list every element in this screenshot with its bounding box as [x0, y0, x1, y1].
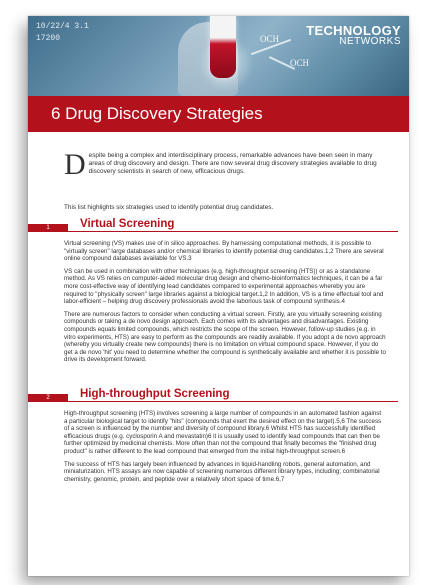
hero-overlay-text: 17200	[36, 34, 61, 43]
section-paragraph: Virtual screening (VS) makes use of in silico approaches. By harnessing computational methods, it is possible to "virtually screen" large databases and/or chemical libraries to identify potential drug candidates.1,2 There are several online compound databases available for VS.3	[64, 240, 384, 263]
section-paragraph: The success of HTS has largely been influenced by advances in liquid-handling robots, general automation, and miniaturization. HTS assays are now capable of screening numerous different library types, including; combinatorial chemistry, genomic, protein, and peptide over a relatively short space of time.6,7	[64, 460, 380, 483]
test-tube-icon	[210, 16, 236, 78]
intro-paragraph	[64, 148, 382, 182]
brand-subname: NETWORKS	[339, 36, 401, 47]
intro-text: espite being a complex and interdisciplinary process, remarkable advances have been seen in many areas of drug discovery and design. There are now several drug discovery strategies available to drug discovery scientists in search of new, efficacious drugs.	[88, 152, 377, 175]
section-paragraph: There are numerous factors to consider when conducting a virtual screen. Firstly, are you virtually screening existing compounds or taking a de novo design approach. Each comes with its advantages and disadvantages. Existing compounds equals limited compounds, which restricts the scope of the screen. However, follow-up studies (e.g. in vitro experiments, HTS) are easy to perform as the compounds are readily available. If you adopt a de novo approach (whereby you virtually create new compounds) there is no limitation on virtual compound space. However, if you do get a de novo 'hit' you need to determine whether the compound is synthetically available and whether it is possible to drive its development forward.	[64, 310, 386, 364]
chemical-label: OCH	[260, 34, 280, 44]
chemical-label: OCH	[290, 58, 310, 68]
section-title: High-throughput Screening	[80, 388, 230, 400]
brand-name: TECHNOLOGY	[306, 23, 401, 38]
section-divider	[68, 231, 398, 232]
section-divider	[68, 401, 398, 402]
lead-text: This list highlights six strategies used to identify potential drug candidates.	[64, 204, 274, 211]
section-number: 1	[28, 224, 68, 232]
section-body	[64, 240, 386, 369]
section-number: 2	[28, 394, 68, 402]
title-bar	[28, 96, 409, 132]
section-paragraph: VS can be used in combination with other techniques (e.g. high-throughput screening (HTS)) or as a standalone method. As VS relies on computer-aided molecular drug design and chemo-bioinformatics techniques, it can be a far more cost-effective way of identifying lead candidates compared to experimental approaches whereby you are required to "physically screen" large libraries against a biological target.1,2 In addition, VS is a time effectual tool and labor-efficient – helping drug discovery professionals avoid the laborious task of compound synthesis.4	[64, 267, 384, 306]
section-paragraph: High-throughput screening (HTS) involves screening a large number of compounds in an automated fashion against a particular biological target to identify "hits" (compounds that exert the desired effect on the target).5,6 The success of a screen is influenced by the number and diversity of compound library.6 Whilst HTS has successfully identified efficacious drugs (e.g. cyclosporin A and mevastatin)6 it is usually used to identify lead compounds that can then be further optimized by medicinal chemists. More often than not the compound that finally becomes the "finished drug product" is rather different to the lead compound that emerged from the initial high-throughput screen.6	[64, 410, 382, 455]
page-title: 6 Drug Discovery Strategies	[51, 104, 263, 123]
brand-logo	[306, 24, 401, 47]
section-body	[64, 410, 386, 488]
hero-image	[28, 16, 409, 96]
section-title: Virtual Screening	[80, 218, 175, 230]
document-page	[28, 16, 409, 576]
hero-overlay-text: 10/22/4 3.1	[36, 22, 89, 31]
drop-cap: D	[64, 148, 86, 181]
